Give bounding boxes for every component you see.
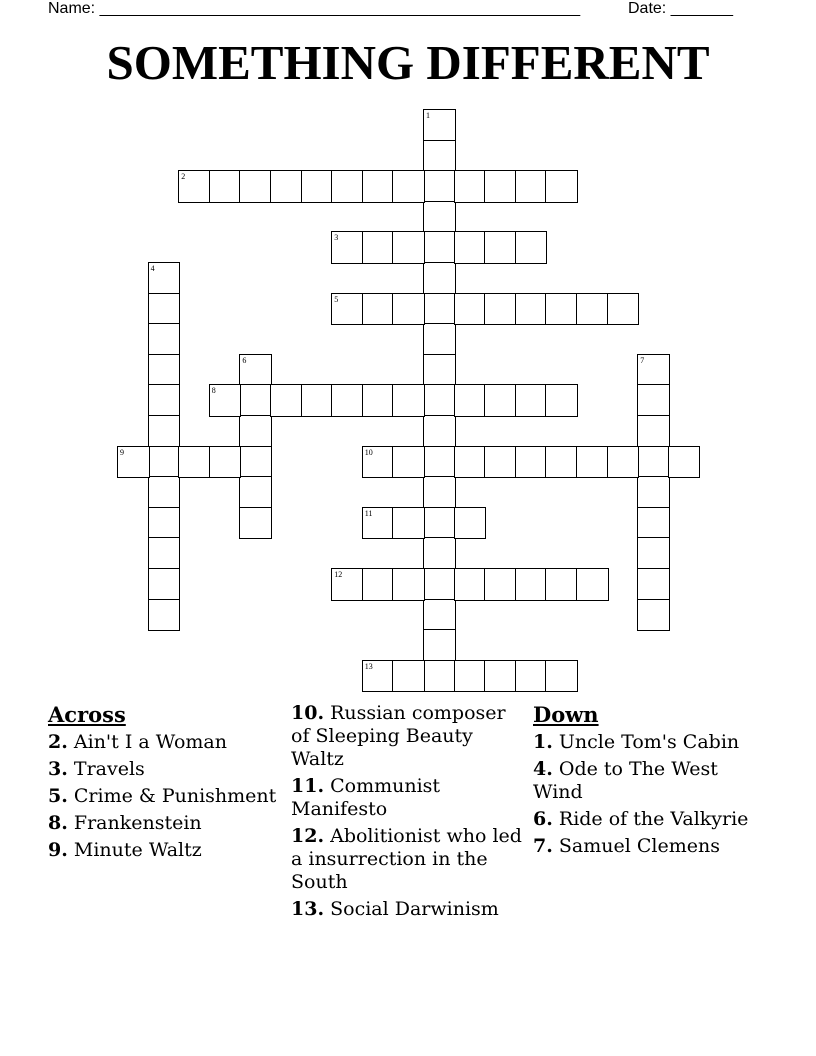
grid-cell[interactable] xyxy=(148,293,181,326)
grid-cell[interactable] xyxy=(148,446,181,479)
clue-number: 2. xyxy=(48,731,68,753)
clue-text: Ride of the Valkyrie xyxy=(558,808,749,830)
grid-cell[interactable] xyxy=(637,446,670,479)
grid-cell[interactable] xyxy=(423,231,456,264)
grid-cell[interactable] xyxy=(454,231,487,264)
clue-text: Travels xyxy=(73,758,145,780)
grid-cell[interactable] xyxy=(454,507,487,540)
clue-number-label: 10 xyxy=(364,447,373,457)
clue-text: Communist Manifesto xyxy=(291,775,441,820)
grid-cell[interactable] xyxy=(515,231,548,264)
grid-cell[interactable] xyxy=(515,293,548,326)
grid-cell[interactable] xyxy=(301,170,334,203)
grid-cell[interactable] xyxy=(423,599,456,632)
clue-number: 6. xyxy=(533,808,553,830)
grid-cell[interactable] xyxy=(301,384,334,417)
clue-across-13 xyxy=(291,898,523,921)
grid-cell[interactable] xyxy=(392,568,425,601)
clue-number-label: 5 xyxy=(334,294,339,304)
clue-number-label: 13 xyxy=(364,661,373,671)
grid-cell[interactable] xyxy=(239,415,272,448)
grid-cell-5[interactable] xyxy=(331,293,364,326)
clue-text: Russian composer of Sleeping Beauty Waltz xyxy=(291,702,506,770)
clue-across-10 xyxy=(291,702,523,771)
clue-number-label: 12 xyxy=(334,570,343,579)
clue-number-label: 6 xyxy=(242,355,247,365)
grid-cell[interactable] xyxy=(607,293,640,326)
name-field-label: Name: ______________________________________________________ xyxy=(48,0,581,17)
grid-cell[interactable] xyxy=(637,599,670,632)
grid-cell[interactable] xyxy=(239,507,272,540)
grid-cell[interactable] xyxy=(423,476,456,509)
clue-number-label: 9 xyxy=(120,447,124,457)
grid-cell[interactable] xyxy=(148,476,181,509)
clue-number-label: 2 xyxy=(181,172,186,182)
clue-number: 4. xyxy=(533,758,553,780)
grid-cell[interactable] xyxy=(331,384,364,417)
grid-cell[interactable] xyxy=(484,170,517,203)
clue-across-3 xyxy=(48,758,278,781)
grid-cell[interactable] xyxy=(239,170,272,203)
grid-cell[interactable] xyxy=(484,660,517,693)
grid-cell[interactable] xyxy=(362,293,395,326)
clue-across-8 xyxy=(48,812,278,835)
grid-cell[interactable] xyxy=(423,660,456,693)
across-clues-column xyxy=(48,702,278,866)
grid-cell[interactable] xyxy=(484,568,517,601)
clue-text: Samuel Clemens xyxy=(558,835,720,857)
grid-cell[interactable] xyxy=(148,537,181,570)
grid-cell[interactable] xyxy=(637,476,670,509)
grid-cell[interactable] xyxy=(637,415,670,448)
grid-cell-9[interactable] xyxy=(117,446,150,479)
grid-cell[interactable] xyxy=(545,568,578,601)
grid-cell[interactable] xyxy=(392,231,425,264)
grid-cell[interactable] xyxy=(392,293,425,326)
grid-cell[interactable] xyxy=(545,384,578,417)
grid-cell[interactable] xyxy=(454,384,487,417)
clue-number: 13. xyxy=(291,898,325,920)
clue-number: 7. xyxy=(533,835,553,857)
grid-cell[interactable] xyxy=(454,446,487,479)
grid-cell[interactable] xyxy=(515,660,548,693)
grid-cell[interactable] xyxy=(545,170,578,203)
clue-number: 1. xyxy=(533,731,553,753)
grid-cell-2[interactable] xyxy=(178,170,211,203)
puzzle-title: SOMETHING DIFFERENT xyxy=(106,35,710,90)
grid-cell[interactable] xyxy=(362,231,395,264)
grid-cell[interactable] xyxy=(454,660,487,693)
grid-cell[interactable] xyxy=(545,660,578,693)
grid-cell-1[interactable] xyxy=(423,109,456,142)
grid-cell[interactable] xyxy=(515,568,548,601)
grid-cell[interactable] xyxy=(423,507,456,540)
clue-text: Ain't I a Woman xyxy=(73,731,227,753)
grid-cell[interactable] xyxy=(270,170,303,203)
grid-cell[interactable] xyxy=(392,384,425,417)
clue-number-label: 8 xyxy=(211,386,216,396)
grid-cell[interactable] xyxy=(209,170,242,203)
grid-cell-6[interactable] xyxy=(239,354,272,387)
grid-cell[interactable] xyxy=(545,446,578,479)
clue-number: 9. xyxy=(48,839,68,861)
clue-text: Frankenstein xyxy=(73,812,202,834)
date-field-label: Date: _______ xyxy=(628,0,733,17)
clue-across-2 xyxy=(48,731,278,754)
grid-cell[interactable] xyxy=(423,415,456,448)
clue-number: 3. xyxy=(48,758,68,780)
clue-number-label: 3 xyxy=(334,233,339,243)
grid-cell[interactable] xyxy=(423,629,456,662)
grid-cell[interactable] xyxy=(423,170,456,203)
grid-cell-12[interactable] xyxy=(331,568,364,601)
grid-cell-10[interactable] xyxy=(362,446,395,479)
grid-cell[interactable] xyxy=(362,170,395,203)
grid-cell[interactable] xyxy=(239,384,272,417)
grid-cell[interactable] xyxy=(668,446,701,479)
clue-text: Uncle Tom's Cabin xyxy=(558,731,740,753)
grid-cell[interactable] xyxy=(423,384,456,417)
grid-cell-7[interactable] xyxy=(637,354,670,387)
grid-cell[interactable] xyxy=(423,537,456,570)
down-heading: Down xyxy=(533,702,599,727)
grid-cell[interactable] xyxy=(239,446,272,479)
grid-cell-4[interactable] xyxy=(148,262,181,295)
grid-cell[interactable] xyxy=(423,323,456,356)
grid-cell[interactable] xyxy=(423,568,456,601)
clue-text: Social Darwinism xyxy=(330,898,499,920)
clue-number-label: 1 xyxy=(426,111,430,120)
grid-cell[interactable] xyxy=(454,293,487,326)
grid-cell[interactable] xyxy=(148,568,181,601)
grid-cell[interactable] xyxy=(392,660,425,693)
grid-cell-13[interactable] xyxy=(362,660,395,693)
grid-cell[interactable] xyxy=(484,231,517,264)
grid-cell[interactable] xyxy=(362,384,395,417)
grid-cell[interactable] xyxy=(331,170,364,203)
clue-number: 12. xyxy=(291,825,325,847)
grid-cell[interactable] xyxy=(576,568,609,601)
clue-text: Minute Waltz xyxy=(73,839,202,861)
clue-down-4 xyxy=(533,758,773,804)
clue-number-label: 11 xyxy=(364,508,373,518)
clue-across-12 xyxy=(291,825,523,894)
grid-cell-8[interactable] xyxy=(209,384,242,417)
grid-cell[interactable] xyxy=(484,293,517,326)
grid-cell[interactable] xyxy=(423,140,456,173)
clue-number-label: 7 xyxy=(640,355,645,365)
grid-cell[interactable] xyxy=(178,446,211,479)
grid-cell-11[interactable] xyxy=(362,507,395,540)
grid-cell[interactable] xyxy=(576,293,609,326)
clue-down-6 xyxy=(533,808,773,831)
grid-cell[interactable] xyxy=(515,170,548,203)
grid-cell[interactable] xyxy=(484,446,517,479)
grid-cell[interactable] xyxy=(484,384,517,417)
grid-cell[interactable] xyxy=(148,384,181,417)
across-heading: Across xyxy=(48,702,126,727)
grid-cell[interactable] xyxy=(423,446,456,479)
clue-text: Abolitionist who led a insurrection in the South xyxy=(291,825,522,893)
grid-cell[interactable] xyxy=(637,507,670,540)
clue-number: 8. xyxy=(48,812,68,834)
clue-across-9 xyxy=(48,839,278,862)
grid-cell[interactable] xyxy=(607,446,640,479)
across-clues-continued-column xyxy=(291,702,523,925)
grid-cell[interactable] xyxy=(270,384,303,417)
clue-down-7 xyxy=(533,835,773,858)
grid-cell[interactable] xyxy=(148,323,181,356)
grid-cell[interactable] xyxy=(637,568,670,601)
grid-cell[interactable] xyxy=(576,446,609,479)
grid-cell[interactable] xyxy=(423,201,456,234)
clue-across-11 xyxy=(291,775,523,821)
clue-text: Ode to The West Wind xyxy=(533,758,718,803)
clue-number: 11. xyxy=(291,775,325,797)
clue-text: Crime & Punishment xyxy=(73,785,277,807)
clue-across-5 xyxy=(48,785,278,808)
clue-number: 10. xyxy=(291,702,325,724)
clue-number: 5. xyxy=(48,785,68,807)
grid-cell[interactable] xyxy=(392,507,425,540)
grid-cell[interactable] xyxy=(209,446,242,479)
down-clues-column xyxy=(533,702,773,862)
grid-cell[interactable] xyxy=(423,293,456,326)
grid-cell[interactable] xyxy=(454,568,487,601)
grid-cell[interactable] xyxy=(423,354,456,387)
grid-cell[interactable] xyxy=(392,446,425,479)
grid-cell[interactable] xyxy=(239,476,272,509)
grid-cell[interactable] xyxy=(637,537,670,570)
grid-cell[interactable] xyxy=(454,170,487,203)
clue-number-label: 4 xyxy=(150,264,155,273)
grid-cell[interactable] xyxy=(515,384,548,417)
grid-cell[interactable] xyxy=(515,446,548,479)
grid-cell-3[interactable] xyxy=(331,231,364,264)
grid-cell[interactable] xyxy=(392,170,425,203)
clue-down-1 xyxy=(533,731,773,754)
grid-cell[interactable] xyxy=(362,568,395,601)
grid-cell[interactable] xyxy=(545,293,578,326)
grid-cell[interactable] xyxy=(148,599,181,632)
grid-cell[interactable] xyxy=(423,262,456,295)
grid-cell[interactable] xyxy=(148,354,181,387)
grid-cell[interactable] xyxy=(637,384,670,417)
grid-cell[interactable] xyxy=(148,507,181,540)
grid-cell[interactable] xyxy=(148,415,181,448)
